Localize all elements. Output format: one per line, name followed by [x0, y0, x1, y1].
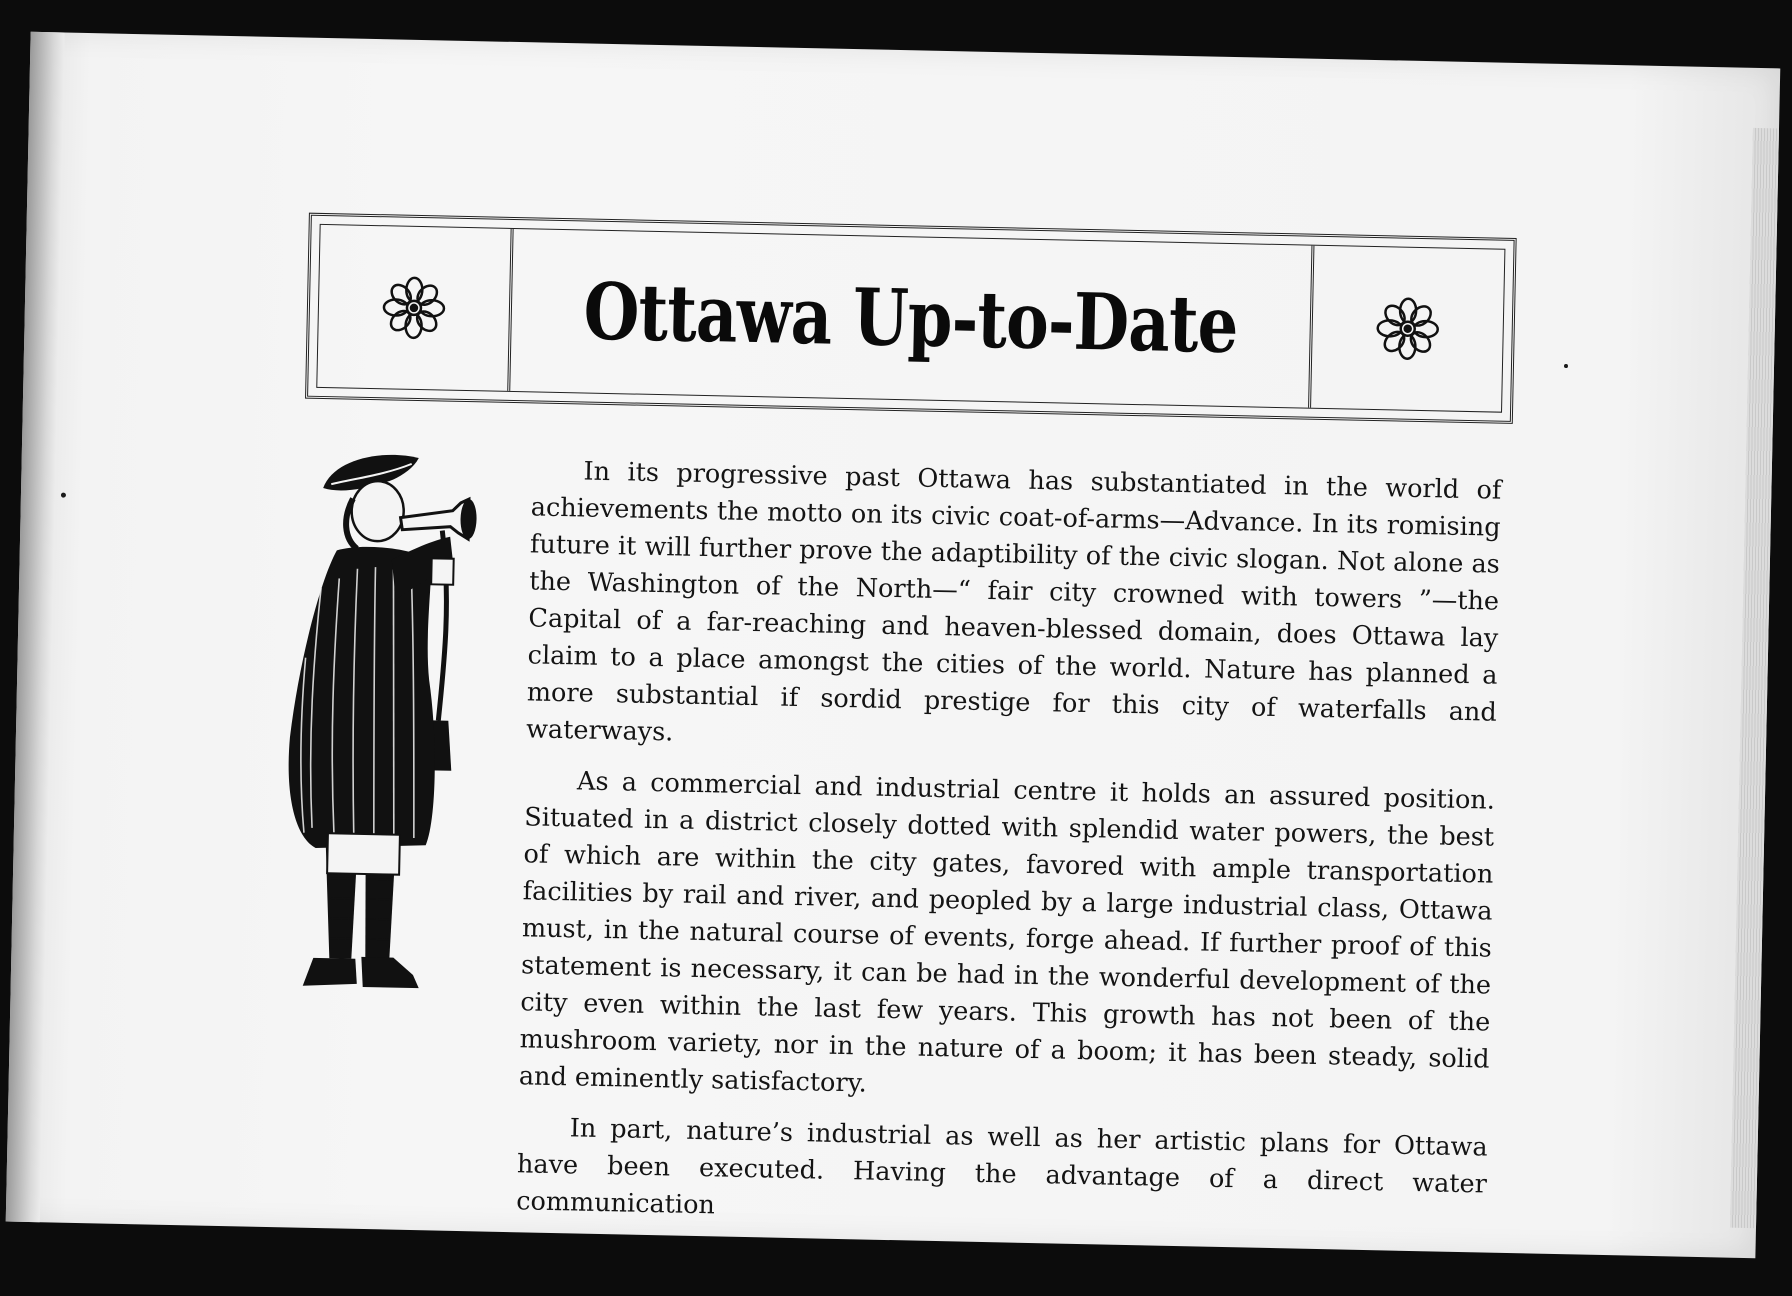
rosette-icon: [381, 275, 446, 340]
paragraph: As a commercial and industrial centre it holds an assured position. Situated in a district closely dotted with splendid water powers, the best of which are within the city gates, favored with ample transportation facilities by rail and river, and peopled by a large industrial class, Ottawa must, in the natural course of events, forge ahead. If further proof of this statement is necessary, it can be had in the wonderful development of the city even within the last few years. This growth has not been of the mushroom variety, nor in the nature of a boom; it has been steady, solid and eminently satisfactory.: [518, 766, 1496, 1099]
page-edges: [1730, 128, 1779, 1228]
book-page: [6, 32, 1781, 1258]
title-frame-inner: [316, 224, 1505, 413]
dust-speck: [61, 493, 66, 498]
bugler-illustration: [270, 437, 524, 1122]
rosette-icon: [1375, 296, 1440, 361]
paragraph: In part, nature’s industrial as well as her artistic plans for Ottawa have been executed. Having the advantage of a direct water communication: [515, 1113, 1488, 1221]
ornament-panel-left: [317, 225, 513, 391]
page-title: Ottawa Up-to-Date: [582, 265, 1239, 371]
ornament-panel-right: [1308, 246, 1504, 412]
article-body: [516, 452, 1502, 1240]
paragraph: In its progressive past Ottawa has substantiated in the world of achievements the motto on its civic coat-of-arms—Advance. In its romising future it will further prove the adaptibility of the civic slogan. Not alone as the Washington of the North—“ fair city crowned with towers ”—the Capital of a far-reaching and heaven-blessed domain, does Ottawa lay claim to a place amongst the cities of the world. Nature has planned a more substantial if sordid prestige for this city of waterfalls and waterways.: [525, 456, 1502, 748]
dust-speck: [1564, 364, 1568, 368]
book-spine: [6, 32, 65, 1222]
title-block: [507, 229, 1314, 408]
title-frame: [305, 213, 1517, 424]
